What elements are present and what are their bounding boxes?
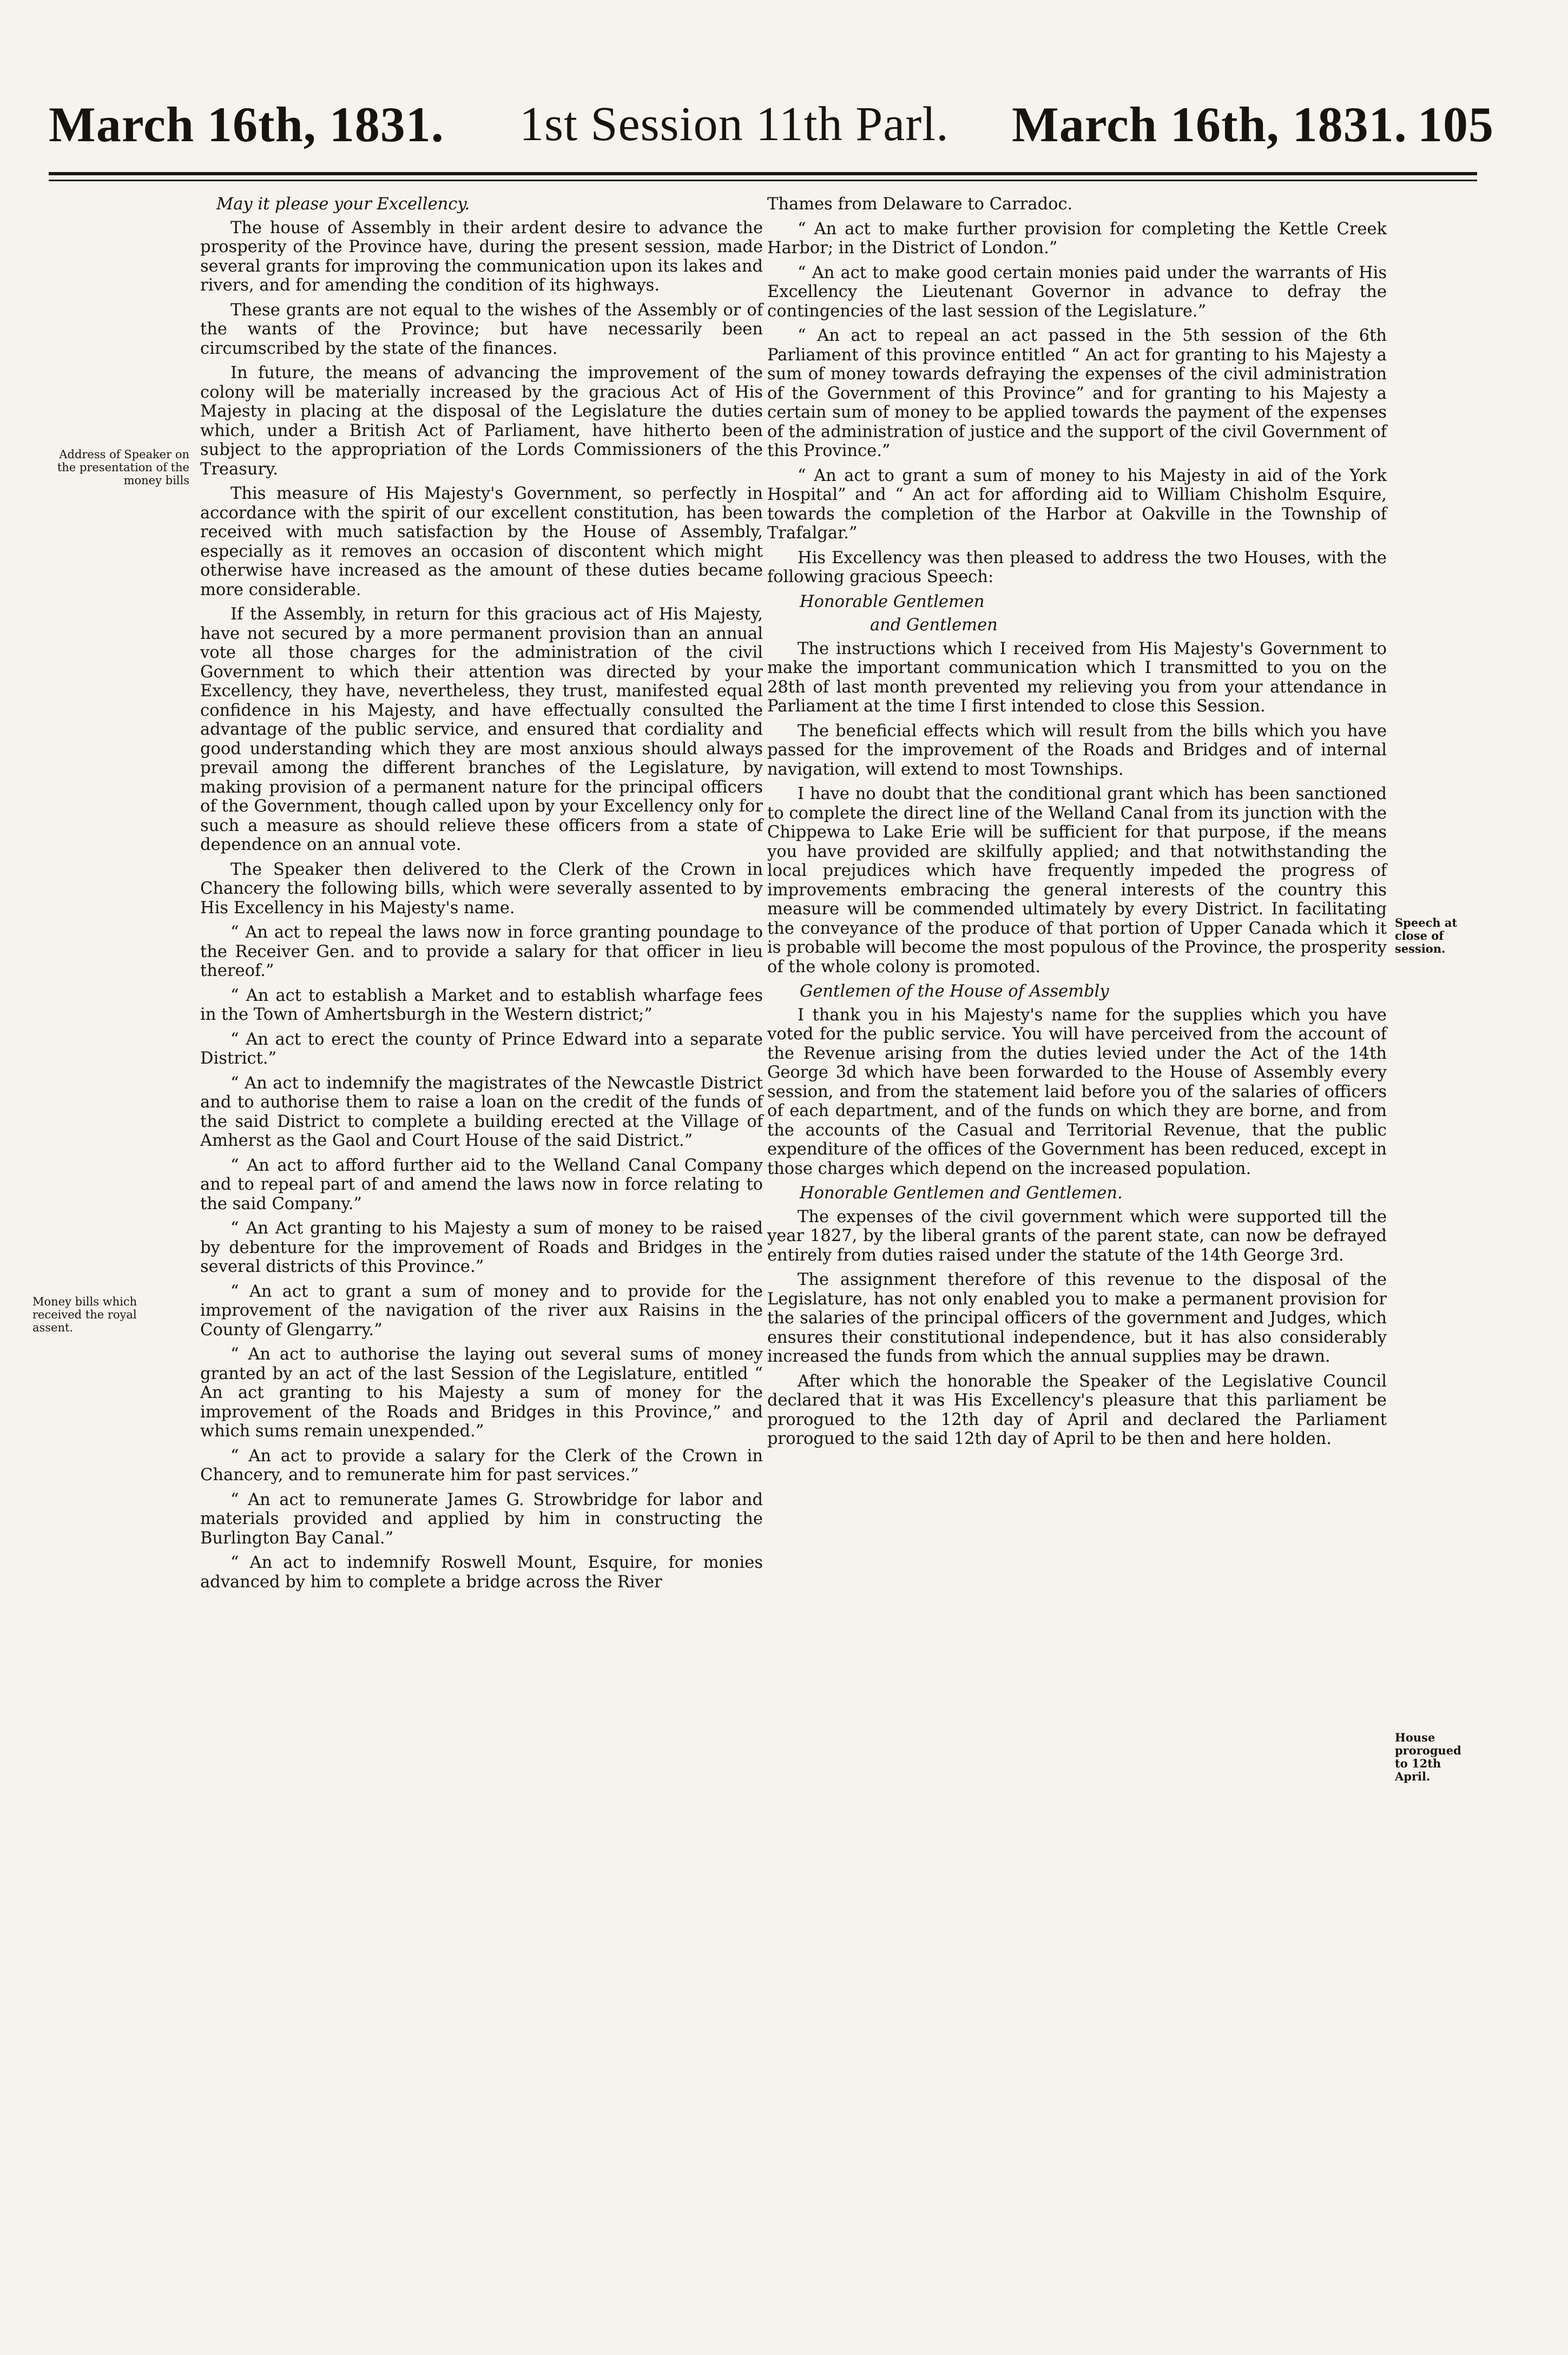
- salutation: Gentlemen of the House of Assembly: [800, 982, 1109, 1001]
- paragraph: “ An act to indemnify Roswell Mount, Esquire, for monies advanced by him to complete a bridge across the River: [200, 1553, 763, 1592]
- margin-note-address: Address of Speaker on the presentation of the money bills: [57, 448, 189, 487]
- margin-note-money-bills: Money bills which received the royal assent.: [32, 1295, 137, 1334]
- page-header: [49, 87, 1494, 168]
- paragraph: If the Assembly, in return for this gracious act of His Majesty, have not secured by a more permanent provision than an annual vote all those charges for the administration of the civil Government to which their attention was directed by your Excellency, they have, nevertheless, they trust, manifested equal confidence in his Majesty, and have effectually consulted the advantage of the public service, and ensured that cordiality and good understanding which they are most anxious should always prevail among the different branches of the Legislature, by making provision of a permanent nature for the principal officers of the Government, though called upon by your Excellency only for such a measure as should relieve these officers from a state of dependence on an annual vote.: [200, 605, 763, 854]
- paragraph: The expenses of the civil government which were supported till the year 1827, by the liberal grants of the parent state, can now be defrayed entirely from duties raised under the statute of the 14th George 3rd.: [767, 1207, 1387, 1265]
- page-number: 105: [1418, 97, 1494, 152]
- header-rule-thin: [49, 180, 1477, 181]
- header-date-left: March 16th, 1831.: [49, 97, 444, 152]
- paragraph: I have no doubt that the conditional grant which has been sanctioned to complete the direct line of the Welland Canal from its junction with the Chippewa to Lake Erie will be sufficient for that purpose, if the means you have provided are skilfully applied; and that notwithstanding the local prejudices which have frequently impeded the progress of improvements embracing the general interests of the country this measure will be commended ultimately by every District. In facilitating the conveyance of the produce of that portion of Upper Canada which it is probable will become the most populous of the Province, the prosperity of the whole colony is promoted.: [767, 784, 1387, 977]
- header-date-right: March 16th, 1831.: [1012, 97, 1407, 152]
- salutation: May it please your Excellency.: [216, 195, 470, 214]
- paragraph: “ An act to provide a salary for the Clerk of the Crown in Chancery, and to remunerate him for past services.”: [200, 1446, 763, 1485]
- paragraph: “ An act to erect the county of Prince Edward into a separate District.”: [200, 1030, 763, 1068]
- paragraph: “ An act to establish a Market and to establish wharfage fees in the Town of Amhertsburgh in the Western district;”: [200, 986, 763, 1024]
- margin-note-prorogued: House prorogued to 12th April.: [1395, 1731, 1461, 1783]
- paragraph: The house of Assembly in their ardent desire to advance the prosperity of the Province have, during the present session, made several grants for improving the communication upon its lakes and rivers, and for amending the condition of its highways.: [200, 218, 763, 295]
- paragraph: “ An act to afford further aid to the Welland Canal Company and to repeal part of and amend the laws now in force relating to the said Company.”: [200, 1156, 763, 1213]
- paragraph: The instructions which I received from His Majesty's Government to make the important communication which I transmitted to you on the 28th of last month prevented my relieving you from your attendance in Parliament at the time I first intended to close this Session.: [767, 639, 1387, 716]
- paragraph: “ An act to make good certain monies paid under the warrants of His Excellency the Lieutenant Governor in advance to defray the contingencies of the last session of the Legislature.”: [767, 263, 1387, 321]
- salutation: and Gentlemen: [870, 616, 998, 635]
- paragraph: “ An Act granting to his Majesty a sum of money to be raised by debenture for the improvement of Roads and Bridges in the several districts of this Province.”: [200, 1219, 763, 1276]
- header-session: 1st Session 11th Parl.: [519, 97, 949, 151]
- paragraph: The Speaker then delivered to the Clerk of the Crown in Chancery the following bills, which were severally assented to by His Excellency in his Majesty's name.: [200, 860, 763, 918]
- paragraph: His Excellency was then pleased to address the two Houses, with the following gracious Speech:: [767, 548, 1387, 586]
- paragraph: This measure of His Majesty's Government, so perfectly in accordance with the spirit of our excellent constitution, has been received with much satisfaction by the House of Assembly, especially as it removes an occasion of discontent which might otherwise have increased as the amount of these duties became more considerable.: [200, 484, 763, 599]
- paragraph: Thames from Delaware to Carradoc.: [767, 195, 1073, 214]
- paragraph: “ An act to repeal the laws now in force granting poundage to the Receiver Gen. and to provide a salary for that officer in lieu thereof.”: [200, 923, 763, 980]
- salutation: Honorable Gentlemen and Gentlemen.: [800, 1184, 1123, 1203]
- paragraph: The assignment therefore of this revenue to the disposal of the Legislature, has not only enabled you to make a permanent provision for the salaries of the principal officers of the government and Judges, which ensures their constitutional independence, but it has also considerably increased the funds from which the annual supplies may be drawn.: [767, 1270, 1387, 1366]
- paragraph: “ An act to grant a sum of money to his Majesty in aid of the York Hospital” and “ An act for affording aid to William Chisholm Esquire, towards the completion of the Harbor at Oakville in the Township of Trafalgar.”: [767, 466, 1387, 543]
- paragraph: “ An act to authorise the laying out several sums of money granted by an act of the last Session of the Legislature, entitled “ An act granting to his Majesty a sum of money for the improvement of the Roads and Bridges in this Province,” and which sums remain unexpended.”: [200, 1345, 763, 1441]
- header-rule-thick: [49, 172, 1477, 175]
- paragraph: “ An act to repeal an act passed in the 5th session of the 6th Parliament of this province entitled “ An act for granting to his Majesty a sum of money towards defraying the expenses of the civil administration of the Government of this Province” and for granting to his Majesty a certain sum of money to be applied towards the payment of the expenses of the administration of justice and the support of the civil Government of this Province.”: [767, 326, 1387, 460]
- paragraph: “ An act to remunerate James G. Strowbridge for labor and materials provided and applied by him in constructing the Burlington Bay Canal.”: [200, 1490, 763, 1548]
- paragraph: I thank you in his Majesty's name for the supplies which you have voted for the public service. You will have perceived from the account of the Revenue arising from the duties levied under the Act of the 14th George 3d which have been forwarded to the House of Assembly every session, and from the statement laid before you of the salaries of officers of each department, and of the funds on which they are borne, and from the accounts of the Casual and Territorial Revenue, that the public expenditure of the offices of the Government has been reduced, except in those charges which depend on the increased population.: [767, 1005, 1387, 1178]
- right-column: [767, 195, 1387, 1454]
- paragraph: After which the honorable the Speaker of the Legislative Council declared that it was His Excellency's pleasure that this parliament be prorogued to the 12th day of April and declared the Parliament prorogued to the said 12th day of April to be then and here holden.: [767, 1371, 1387, 1448]
- paragraph: “ An act to make further provision for completing the Kettle Creek Harbor; in the District of London.”: [767, 219, 1387, 258]
- salutation: Honorable Gentlemen: [800, 592, 985, 611]
- paragraph: “ An act to indemnify the magistrates of the Newcastle District and to authorise them to raise a loan on the credit of the funds of the said District to complete a building erected at the Village of Amherst as the Gaol and Court House of the said District.”: [200, 1073, 763, 1150]
- left-column: [200, 195, 763, 1597]
- paragraph: These grants are not equal to the wishes of the Assembly or of the wants of the Province; but have necessarily been circumscribed by the state of the finances.: [200, 300, 763, 358]
- paragraph: In future, the means of advancing the improvement of the colony will be materially increased by the gracious Act of His Majesty in placing at the disposal of the Legislature the duties which, under a British Act of Parliament, have hitherto been subject to the appropriation of the Lords Commissioners of the Treasury.: [200, 364, 763, 479]
- margin-note-speech: Speech at close of session.: [1395, 916, 1458, 955]
- paragraph: The beneficial effects which will result from the bills which you have passed for the improvement of the Roads and Bridges and of internal navigation, will extend to most Townships.: [767, 721, 1387, 779]
- paragraph: “ An act to grant a sum of money and to provide for the improvement of the navigation of the river aux Raisins in the County of Glengarry.”: [200, 1282, 763, 1340]
